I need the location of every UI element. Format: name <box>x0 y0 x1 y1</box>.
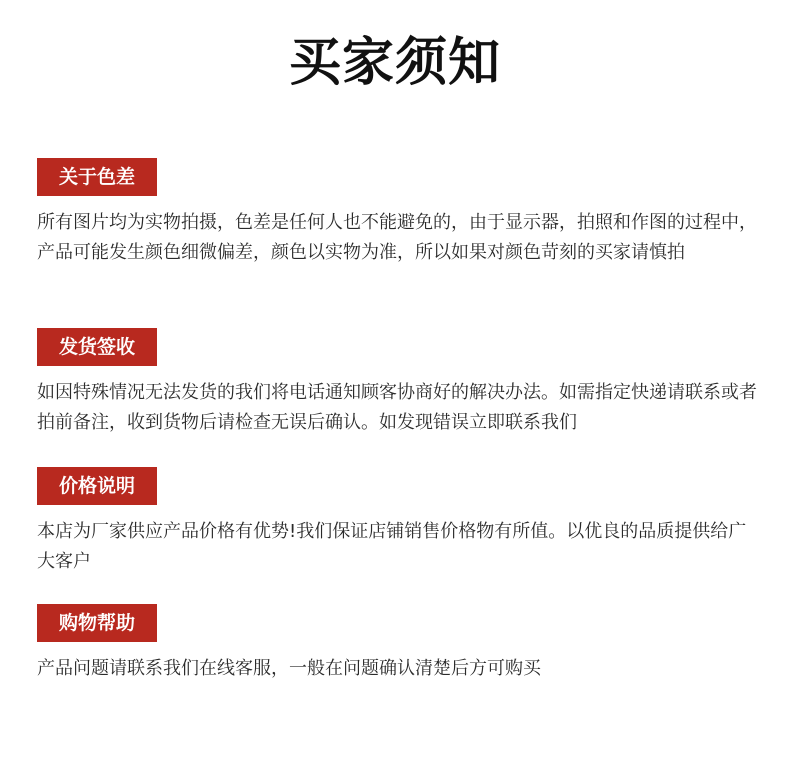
section-body-color-difference: 所有图片均为实物拍摄，色差是任何人也不能避免的，由于显示器，拍照和作图的过程中，产品可能发生颜色细微偏差，颜色以实物为准，所以如果对颜色苛刻的买家请慎拍 <box>37 212 757 263</box>
page-title: 买家须知 <box>288 33 501 93</box>
section-pricing <box>37 467 757 577</box>
section-heading-delivery: 发货签收 <box>37 328 157 366</box>
section-delivery <box>37 328 757 438</box>
section-shopping-help <box>37 604 757 684</box>
section-heading-color-difference: 关于色差 <box>37 158 157 196</box>
section-body-pricing: 本店为厂家供应产品价格有优势!我们保证店铺销售价格物有所值。以优良的品质提供给广大客户 <box>37 521 747 572</box>
section-heading-pricing: 价格说明 <box>37 467 157 505</box>
section-color-difference <box>37 158 757 268</box>
section-body-delivery: 如因特殊情况无法发货的我们将电话通知顾客协商好的解决办法。如需指定快递请联系或者拍前备注，收到货物后请检查无误后确认。如发现错误立即联系我们 <box>37 382 757 433</box>
section-heading-shopping-help: 购物帮助 <box>37 604 157 642</box>
section-body-shopping-help: 产品问题请联系我们在线客服，一般在问题确认清楚后方可购买 <box>37 658 541 679</box>
